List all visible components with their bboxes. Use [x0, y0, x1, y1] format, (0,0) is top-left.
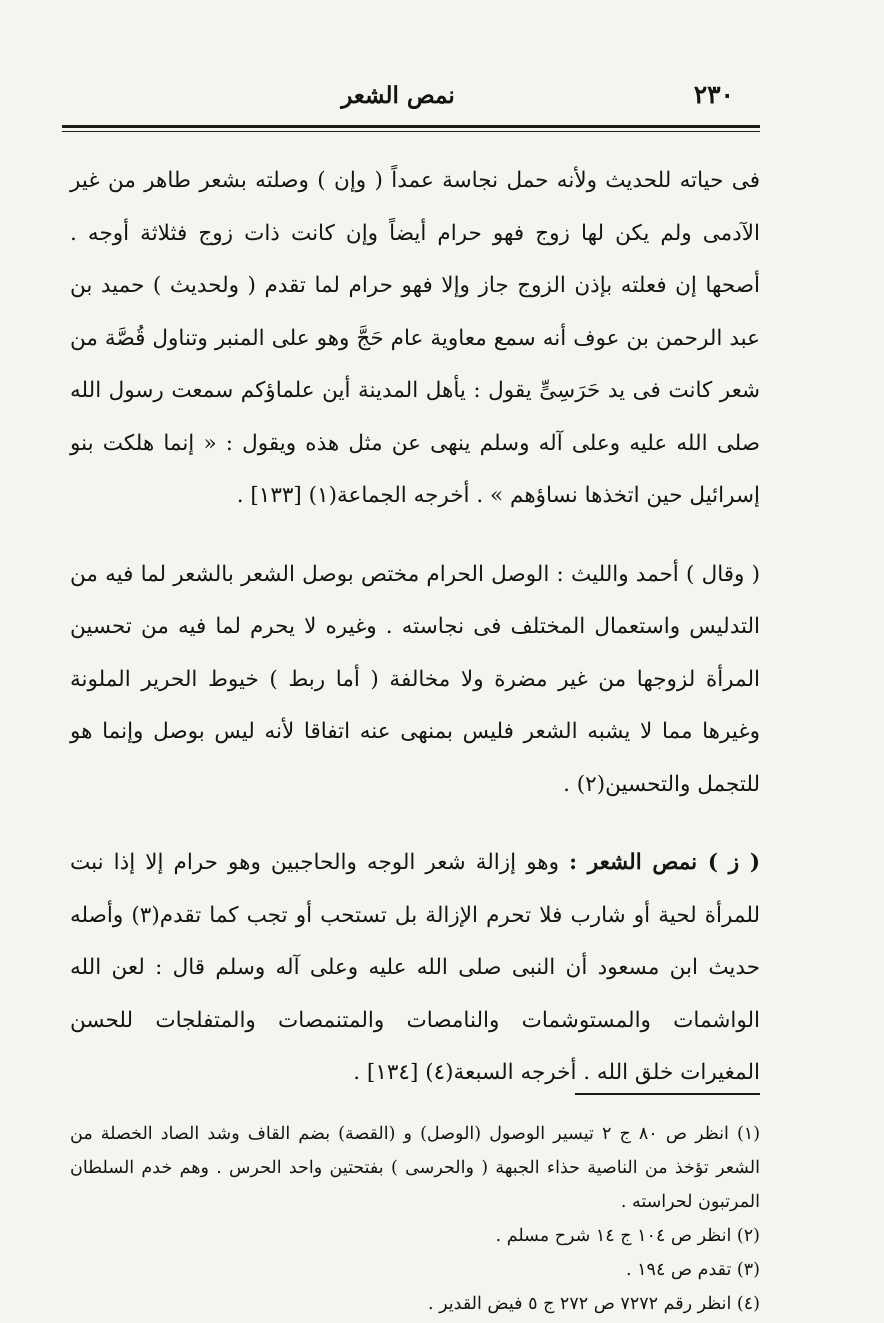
footnote-1: (١) انظر ص ٨٠ ج ٢ تيسير الوصول (الوصل) و (القصة) بضم القاف وشد الصاد الخصلة من الشعر تؤخذ من الناصية حذاء الجبهة ( والحرسى ) بفتحتين واحد الحرس . وهم خدم السلطان المرتبون لحراسته .	[70, 1124, 761, 1212]
paragraph-hair-extension-rulings: فى حياته للحديث ولأنه حمل نجاسة عمداً ( وإن ) وصلته بشعر طاهر من غير الآدمى ولم يكن لها زوج فهو حرام أيضاً وإن كانت ذات زوج فثلاثة أوجه . أصحها إن فعلته بإذن الزوج جاز وإلا فهو حرام لما تقدم ( ولحديث ) حميد بن عبد الرحمن بن عوف أنه سمع معاوية عام حَجَّ وهو على المنبر وتناول قُصَّة من شعر كانت فى يد حَرَسِىٍّ يقول : يأهل المدينة أين علماؤكم سمعت رسول الله صلى الله عليه وعلى آله وسلم ينهى عن مثل هذه ويقول : « إنما هلكت بنو إسرائيل حين اتخذها نساؤهم » . أخرجه الجماعة(١) [١٣٣] .	[70, 168, 760, 508]
section-heading-namas: ( ز ) نمص الشعر :	[569, 850, 760, 875]
running-title: نمص الشعر	[341, 82, 455, 109]
paragraph-hair-plucking-text: وهو إزالة شعر الوجه والحاجبين وهو حرام إلا إذا نبت للمرأة لحية أو شارب فلا تحرم الإزالة بل تستحب أو تجب كما تقدم(٣) وأصله حديث ابن مسعود أن النبى صلى الله عليه وعلى آله وسلم قال : لعن الله الواشمات والمستوشمات والنامصات والمتنمصات والمتفلجات للحسن المغيرات خلق الله . أخرجه السبعة(٤) [١٣٤] .	[70, 850, 760, 1085]
page-header	[62, 80, 734, 120]
header-rule-thin	[62, 131, 760, 132]
footnote-separator	[575, 1093, 760, 1095]
footnote-4: (٤) انظر رقم ٧٢٧٢ ص ٢٧٢ ج ٥ فيض القدير .	[427, 1294, 760, 1314]
footnote-2: (٢) انظر ص ١٠٤ ج ١٤ شرح مسلم .	[495, 1226, 760, 1246]
paragraph-ahmad-laith-opinion: ( وقال ) أحمد والليث : الوصل الحرام مختص بوصل الشعر بالشعر لما فيه من التدليس واستعمال المختلف فى نجاسته . وغيره لا يحرم لما فيه من تحسين المرأة لزوجها من غير مضرة ولا مخالفة ( أما ربط ) خيوط الحرير الملونة وغيرها مما لا يشبه الشعر فليس بمنهى عنه اتفاقا لأنه ليس بوصل وإنما هو للتجمل والتحسين(٢) .	[70, 561, 760, 797]
footnote-3: (٣) تقدم ص ١٩٤ .	[626, 1260, 760, 1280]
main-text	[70, 155, 760, 1100]
footnotes	[70, 1117, 760, 1321]
page-number: ٢٣٠	[693, 80, 734, 109]
header-rule	[62, 125, 760, 128]
paragraph-hair-plucking	[70, 837, 760, 1100]
